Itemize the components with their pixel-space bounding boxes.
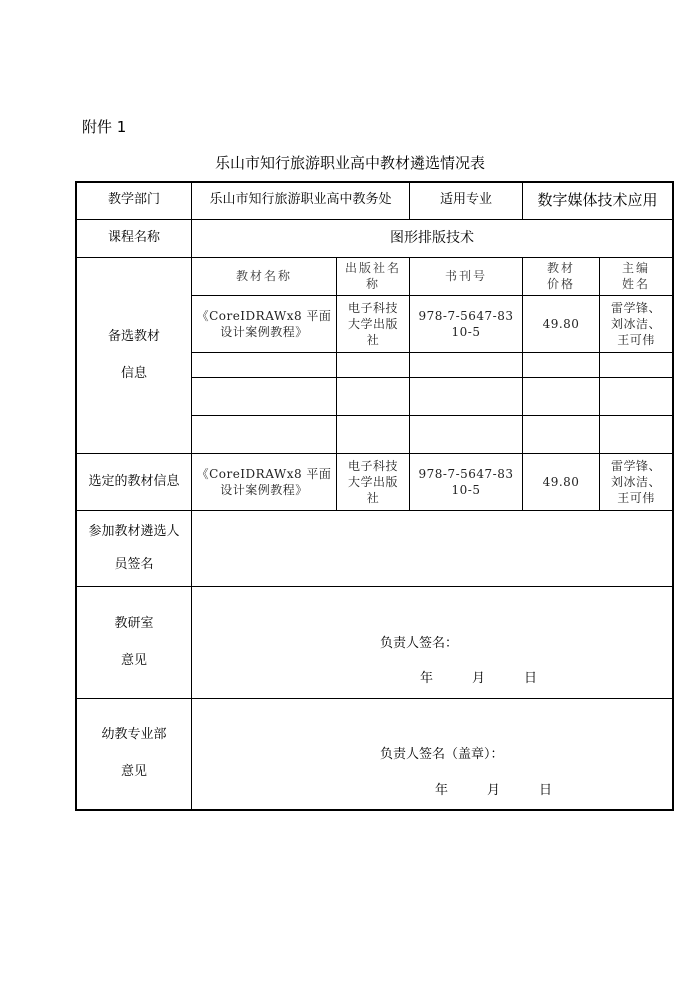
selected-publisher-line2: 大学出版 [347, 474, 398, 489]
selected-publisher-line1: 电子科技 [347, 458, 398, 473]
table-border-bottom [75, 809, 673, 811]
course-value: 图形排版技术 [390, 230, 474, 247]
dept-value: 乐山市知行旅游职业高中教务处 [209, 192, 392, 208]
preschool-label-line2: 意见 [120, 764, 147, 779]
attachment-label: 附件 1 [82, 118, 127, 136]
candidate-book-name-line1: 《CoreIDRAWx8 平面 [196, 308, 332, 323]
selected-publisher [337, 454, 409, 510]
candidate-publisher [337, 296, 409, 352]
selected-editor [600, 454, 672, 510]
candidate-publisher-line2: 大学出版 [347, 316, 398, 331]
selected-isbn-line1: 978-7-5647-83 [418, 466, 514, 481]
candidate-isbn-line1: 978-7-5647-83 [418, 308, 514, 323]
research-label-line2: 意见 [120, 652, 147, 668]
selected-label: 选定的教材信息 [88, 473, 180, 489]
header-price [523, 258, 599, 295]
header-editor-line2: 姓名 [621, 276, 650, 291]
candidate-isbn [410, 296, 522, 352]
candidate-editor-line1: 雷学锋、 [610, 300, 661, 315]
participants-label-line2: 员签名 [114, 556, 154, 572]
header-price-line2: 价格 [546, 276, 575, 291]
document-title: 乐山市知行旅游职业高中教材遴选情况表 [214, 154, 485, 172]
preschool-label [77, 699, 191, 809]
header-publisher-line1: 出版社名 [344, 260, 401, 275]
selected-isbn [410, 454, 522, 510]
major-label: 适用专业 [439, 192, 492, 208]
dept-label: 教学部门 [107, 192, 160, 208]
selected-book-name-line2: 设计案例教程》 [220, 483, 308, 497]
candidate-book-name-line2: 设计案例教程》 [220, 325, 308, 339]
selected-editor-line1: 雷学锋、 [610, 458, 661, 473]
candidate-publisher-line1: 电子科技 [347, 300, 398, 315]
selected-price: 49.80 [542, 474, 580, 489]
selected-editor-line2: 刘冰洁、 [610, 474, 661, 489]
major-value: 数字媒体技术应用 [537, 190, 658, 209]
participants-label [77, 511, 191, 586]
candidate-publisher-line3: 社 [366, 333, 380, 348]
course-label: 课程名称 [107, 230, 160, 246]
header-publisher-line2: 称 [365, 276, 380, 291]
selected-book-name-line1: 《CoreIDRAWx8 平面 [196, 466, 332, 481]
candidate-editor-line3: 王可伟 [617, 333, 655, 348]
table-border-right [672, 181, 674, 811]
candidate-book-name [192, 296, 336, 352]
row-divider [191, 377, 673, 378]
header-publisher [337, 258, 409, 295]
selected-editor-line3: 王可伟 [617, 491, 655, 506]
selected-book-name [192, 454, 336, 510]
header-editor [600, 258, 672, 295]
research-date[interactable]: 年 月 日 [420, 670, 538, 686]
header-price-line1: 教材 [546, 260, 575, 275]
selected-publisher-line3: 社 [366, 491, 380, 506]
row-divider [191, 415, 673, 416]
research-label [77, 587, 191, 698]
preschool-date[interactable]: 年 月 日 [435, 782, 553, 798]
row-divider [191, 352, 673, 353]
candidate-editor-line2: 刘冰洁、 [610, 316, 661, 331]
candidates-label-line1: 备选教材 [107, 328, 160, 344]
header-editor-line1: 主编 [621, 260, 650, 275]
selected-isbn-line2: 10-5 [451, 483, 481, 497]
candidates-label [77, 258, 191, 453]
candidates-label-line2: 信息 [120, 365, 147, 381]
research-signature[interactable]: 负责人签名： [380, 635, 459, 651]
header-book-name: 教材名称 [235, 268, 292, 283]
candidate-editor [600, 296, 672, 352]
preschool-signature[interactable]: 负责人签名（盖章）： [380, 746, 504, 762]
research-label-line1: 教研室 [114, 615, 154, 631]
header-isbn: 书刊号 [444, 268, 487, 283]
preschool-label-line1: 幼教专业部 [101, 727, 167, 743]
candidate-isbn-line2: 10-5 [451, 325, 481, 339]
participants-signature-area[interactable] [192, 511, 672, 586]
candidate-price: 49.80 [542, 316, 580, 331]
participants-label-line1: 参加教材遴选人 [88, 523, 180, 539]
